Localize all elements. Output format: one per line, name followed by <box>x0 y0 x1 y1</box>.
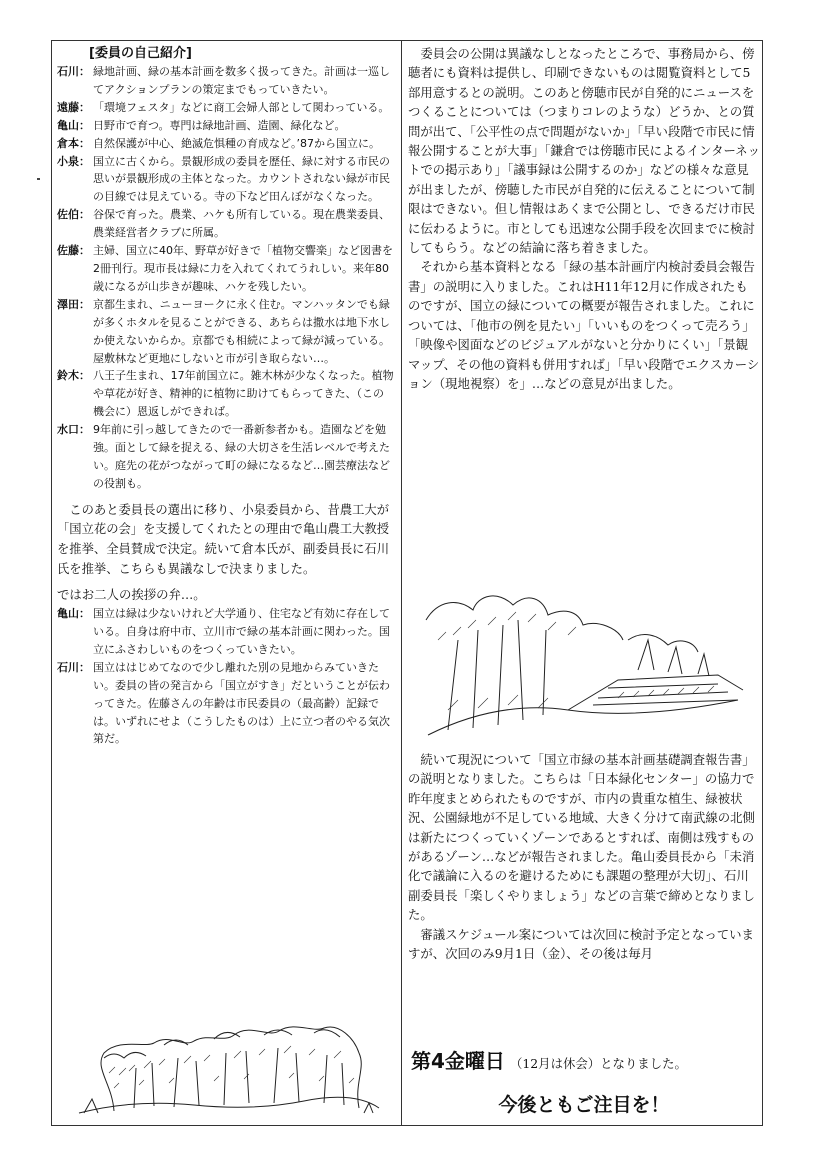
right-paragraph-4: 審議スケジュール案については次回に検討予定となっていますが、次回のみ9月1日（金）、その後は毎月 <box>408 926 754 962</box>
tree-sketch-left <box>74 1013 384 1118</box>
member-name: 鈴木： <box>57 369 90 383</box>
member-row <box>57 153 395 207</box>
member-comment: 八王子生まれ、17年前国立に。雑木林が少なくなった。植物や草花が好き、精神的に植物に助けてもらってきた、（この機会に）恩返しができれば。 <box>93 369 394 419</box>
member-name: 遠藤： <box>57 100 90 114</box>
member-comment: 国立は緑は少ないけれど大学通り、住宅など有効に存在している。自身は府中市、立川市で緑の基本計画に関わった。国立にふさわしいものをつくっていきたい。 <box>93 607 390 656</box>
member-comment: 国立に古くから。景観形成の委員を歴任、緑に対する市民の思いが景観形成の主体となった。カウントされない緑が市民の目線では見えている。寺の下など田んぼがなくなった。 <box>93 154 390 204</box>
member-comment: 主婦、国立に40年、野草が好きで「植物交響楽」など図書を2冊刊行。現市長は緑に力を入れてくれてうれしい。来年80歳になるが山歩きが趣味、ハケを残したい。 <box>93 244 393 293</box>
right-column-lower <box>408 750 760 963</box>
right-paragraph-2: それから基本資料となる「緑の基本計画庁内検討委員会報告書」の説明に入りました。これはH11年12月に作成されたものですが、国立の緑についての概要が報告されました。これについては、「他市の例を見たい」「いいものをつくって売ろう」「映像や図面などのビジュアルがないと分かりにくい」「景観マップ、その他の資料も併用すれば」「早い段階でエクスカーション（現地視察）を」…などの意見が出ました。 <box>408 259 760 391</box>
member-name: 小泉： <box>57 154 90 168</box>
column-divider <box>401 40 402 1126</box>
section-title: [委員の自己紹介] <box>89 46 192 61</box>
scan-speck <box>37 178 40 180</box>
member-row <box>57 99 395 117</box>
member-row <box>57 117 395 135</box>
member-row <box>57 296 395 368</box>
member-row <box>57 242 395 296</box>
member-comment: 日野市で育つ。専門は緑地計画、造園、緑化など。 <box>93 118 346 132</box>
member-name: 倉本： <box>57 136 90 150</box>
member-intro-list <box>57 63 395 493</box>
member-name: 亀山： <box>57 118 90 132</box>
member-comment: 9年前に引っ越してきたので一番新参者かも。造園などを勉強。面として緑を捉える、緑の大切さを生活レベルで考えたい。庭先の花がつながって町の緑になるなど…園芸療法などの役割も。 <box>93 423 390 490</box>
member-row <box>57 605 395 659</box>
member-row <box>57 367 395 421</box>
schedule-note: （12月は休会）となりました。 <box>510 1056 687 1071</box>
member-comment: 自然保護が中心、絶滅危惧種の育成など。’87から国立に。 <box>93 136 380 150</box>
member-row <box>57 206 395 242</box>
member-name: 亀山： <box>57 607 90 621</box>
schedule-line <box>411 1045 687 1074</box>
member-row <box>57 659 395 749</box>
election-paragraph: このあと委員長の選出に移り、小泉委員から、昔農工大が「国立花の会」を支援してくれたとの理由で亀山農工大教授を推挙、全員賛成で決定。続いて倉本氏が、副委員長に石川氏を推挙、こちらも異議なしで決まりました。 <box>57 502 390 576</box>
member-name: 佐藤： <box>57 244 90 258</box>
member-comment: 緑地計画、緑の基本計画を数多く扱ってきた。計画は一巡してアクションプランの策定までもっていきたい。 <box>93 65 390 96</box>
landscape-sketch-right <box>418 580 750 740</box>
right-column <box>408 44 760 393</box>
member-row <box>57 135 395 153</box>
right-paragraph-3: 続いて現況について「国立市緑の基本計画基礎調査報告書」の説明となりました。こちらは「日本緑化センター」の協力で昨年度まとめられたものですが、市内の貴重な植生、緑被状況、公園緑地が不足している地域、大きく分けて南武線の北側は新たにつくっていくゾーンであるとすれば、南側は残すものがあるゾーン…などが報告されました。亀山委員長から「未消化で議論に入るのを避けるためにも課題の整理が大切」、石川副委員長「楽しくやりましょう」などの言葉で締めとなりました。 <box>408 752 755 923</box>
schedule-day: 第4金曜日 <box>411 1049 505 1073</box>
member-row <box>57 421 395 493</box>
closing-message: 今後ともご注目を！ <box>498 1094 670 1116</box>
member-name: 澤田： <box>57 297 90 311</box>
member-row <box>57 63 395 99</box>
right-paragraph-1: 委員会の公開は異議なしとなったところで、事務局から、傍聴者にも資料は提供し、印刷できないものは閲覧資料として5部用意するとの説明。このあと傍聴市民が自発的にニュースをつくることについては（つまりコレのような）どうか、との質問が出て、「公平性の点で問題がないか」「早い段階で市民に情報公開することが大事」「鎌倉では傍聴市民によるインターネットでの掲示あり」「議事録は公開するのか」などの様々な意見が出ましたが、傍聴した市民が自発的に伝えることについて制限はできない。但し情報はあくまで公開とし、できるだけ市民に伝わるように。市としても迅速な公開手段を次回までに検討してもらう。などの結論に落ち着きました。 <box>408 46 761 256</box>
left-column <box>57 44 395 748</box>
member-name: 石川： <box>57 660 90 674</box>
member-comment: 国立ははじめてなので少し離れた別の見地からみていきたい。委員の皆の発言から「国立がすき」だということが伝わってきた。佐藤さんの年齢は市民委員の（最高齢）記録では。いずれにせよ（こうしたものは）上に立つ者のやる気次第だ。 <box>93 660 390 746</box>
member-name: 石川： <box>57 65 90 78</box>
member-comment: 谷保で育った。農業、ハケも所有している。現在農業委員、農業経営者クラブに所属。 <box>93 208 390 240</box>
greeting-list <box>57 605 395 748</box>
member-comment: 京都生まれ、ニューヨークに永く住む。マンハッタンでも緑が多くホタルを見ることができる、あちらは撒水は地下水しか使えないからか。京都でも相続によって緑が減っている。屋敷林など更地にしないと市が引き取らない…。 <box>93 297 390 365</box>
member-name: 水口： <box>57 423 90 437</box>
member-comment: 「環境フェスタ」などに商工会婦人部として関わっている。 <box>93 100 390 114</box>
greeting-heading: ではお二人の挨拶の弁…。 <box>57 587 206 603</box>
member-name: 佐伯： <box>57 208 90 222</box>
